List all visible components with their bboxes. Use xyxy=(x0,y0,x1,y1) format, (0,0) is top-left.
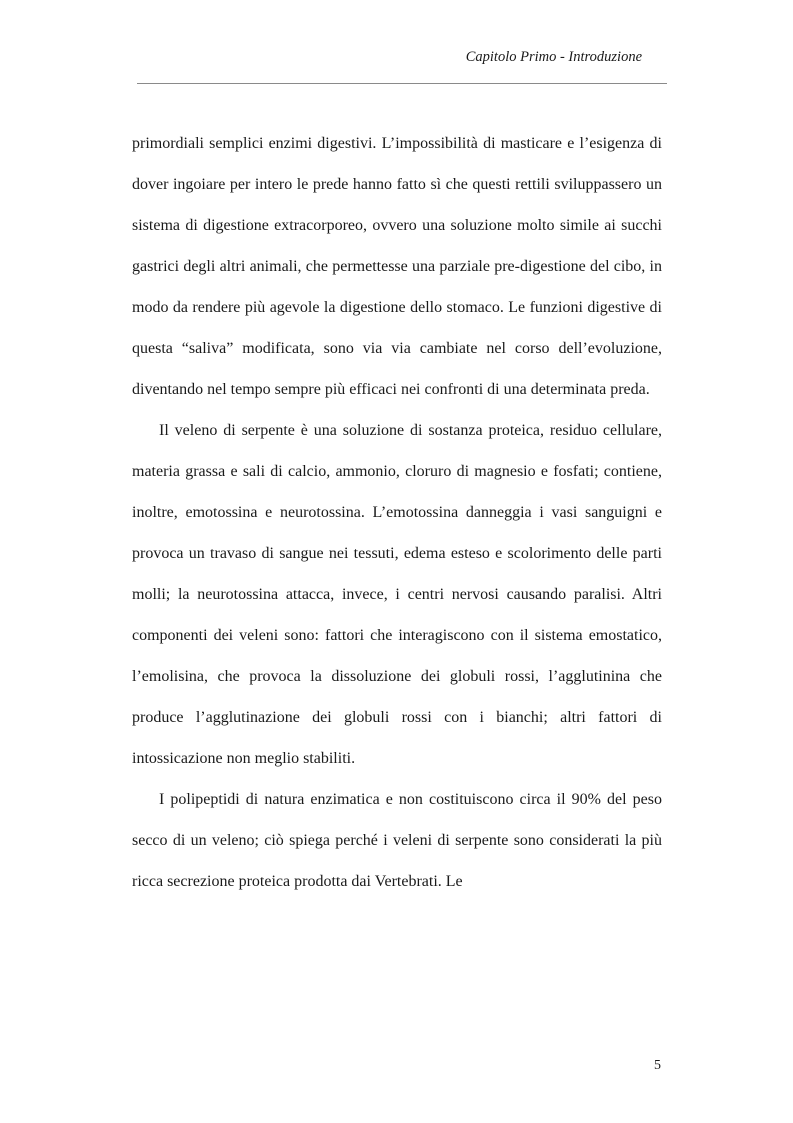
paragraph-venom-composition: Il veleno di serpente è una soluzione di sostanza proteica, residuo cellulare, materia grassa e sali di calcio, ammonio, cloruro di magnesio e fosfati; contiene, inoltre, emotossina e neurotossina. L’emotossina danneggia i vasi sanguigni e provoca un travaso di sangue nei tessuti, edema esteso e scolorimento delle parti molli; la neurotossina attacca, invece, i centri nervosi causando paralisi. Altri componenti dei veleni sono: fattori che interagiscono con il sistema emostatico, l’emolisina, che provoca la dissoluzione dei globuli rossi, l’agglutinina che produce l’agglutinazione dei globuli rossi con i bianchi; altri fattori di intossicazione non meglio stabiliti. xyxy=(132,422,662,767)
body-text xyxy=(132,123,662,902)
header-divider xyxy=(137,83,667,84)
paragraph-polypeptides: I polipeptidi di natura enzimatica e non costituiscono circa il 90% del peso secco di un veleno; ciò spiega perché i veleni di serpente sono considerati la più ricca secrezione proteica prodotta dai Vertebrati. Le xyxy=(132,791,662,890)
running-header: Capitolo Primo - Introduzione xyxy=(465,49,642,65)
page-number: 5 xyxy=(654,1058,661,1073)
paragraph-continued: primordiali semplici enzimi digestivi. L’impossibilità di masticare e l’esigenza di dover ingoiare per intero le prede hanno fatto sì che questi rettili sviluppassero un sistema di digestione extracorporeo, ovvero una soluzione molto simile ai succhi gastrici degli altri animali, che permettesse una parziale pre-digestione del cibo, in modo da rendere più agevole la digestione dello stomaco. Le funzioni digestive di questa “saliva” modificata, sono via via cambiate nel corso dell’evoluzione, diventando nel tempo sempre più efficaci nei confronti di una determinata preda. xyxy=(132,135,662,398)
